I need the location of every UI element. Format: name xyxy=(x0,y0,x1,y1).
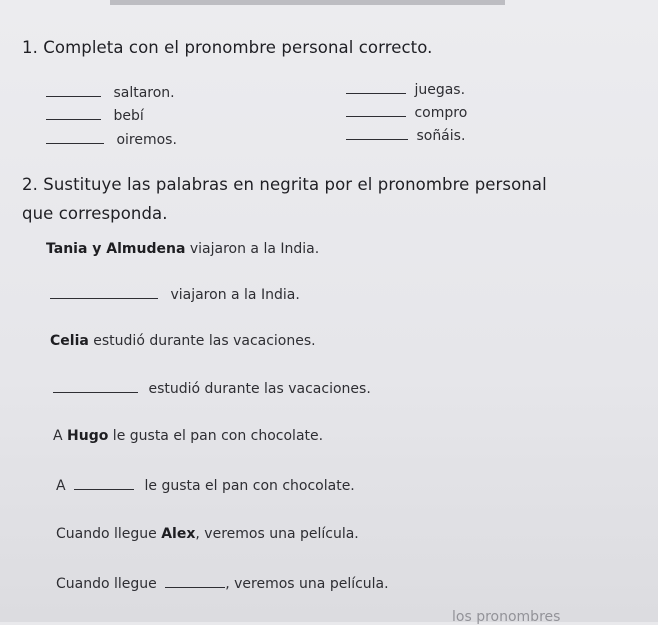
sentence-4 xyxy=(56,526,359,542)
fill-item-saltaron xyxy=(46,85,175,101)
sentence-2 xyxy=(50,333,316,349)
answer-blank[interactable] xyxy=(346,105,406,117)
sentence-rest: le gusta el pan con chocolate. xyxy=(108,428,324,444)
bold-subject: Tania y Almudena xyxy=(46,241,186,257)
item-text: oiremos. xyxy=(116,132,177,148)
sentence-rest: , veremos una película. xyxy=(195,526,359,542)
sentence-rest: viajaron a la India. xyxy=(185,241,320,257)
answer-blank[interactable] xyxy=(50,287,158,299)
sentence-3 xyxy=(53,428,323,444)
answer-blank[interactable] xyxy=(46,132,104,144)
bold-subject: Hugo xyxy=(67,428,109,444)
sentence-1 xyxy=(46,241,319,257)
answer-blank[interactable] xyxy=(74,478,134,490)
section2-heading-line1: 2. Sustituye las palabras en negrita por el pronombre personal xyxy=(22,175,547,194)
fill-item-juegas xyxy=(346,82,465,98)
answer-blank[interactable] xyxy=(346,128,408,140)
section1-heading: 1. Completa con el pronombre personal correcto. xyxy=(22,38,433,57)
fill-item-sonais xyxy=(346,128,465,144)
answer-3 xyxy=(56,478,355,494)
answer-blank[interactable] xyxy=(53,381,138,393)
sentence-pre: Cuando llegue xyxy=(56,526,162,542)
answer-rest: le gusta el pan con chocolate. xyxy=(144,478,355,494)
answer-rest: , veremos una película. xyxy=(225,576,389,592)
section2-heading-line2: que corresponda. xyxy=(22,204,168,223)
answer-blank[interactable] xyxy=(46,85,101,97)
item-text: bebí xyxy=(113,108,144,124)
fill-item-compro xyxy=(346,105,467,121)
sentence-rest: estudió durante las vacaciones. xyxy=(88,333,316,349)
fill-item-bebi xyxy=(46,108,144,124)
item-text: saltaron. xyxy=(113,85,175,101)
answer-2 xyxy=(53,381,371,397)
fill-item-oiremos xyxy=(46,132,177,148)
top-border-line xyxy=(110,0,505,5)
item-text: compro xyxy=(414,105,468,121)
sentence-pre: A xyxy=(53,428,68,444)
answer-rest: viajaron a la India. xyxy=(170,287,300,303)
answer-blank[interactable] xyxy=(346,82,406,94)
item-text: juegas. xyxy=(414,82,466,98)
bold-subject: Alex xyxy=(161,526,196,542)
answer-pre: A xyxy=(56,478,66,494)
answer-rest: estudió durante las vacaciones. xyxy=(148,381,371,397)
answer-1 xyxy=(50,287,300,303)
answer-blank[interactable] xyxy=(46,108,101,120)
answer-4 xyxy=(56,576,389,592)
answer-blank[interactable] xyxy=(165,576,225,588)
bold-subject: Celia xyxy=(50,333,89,349)
cut-off-footer-text: los pronombres xyxy=(452,609,561,625)
answer-pre: Cuando llegue xyxy=(56,576,157,592)
item-text: soñáis. xyxy=(416,128,466,144)
